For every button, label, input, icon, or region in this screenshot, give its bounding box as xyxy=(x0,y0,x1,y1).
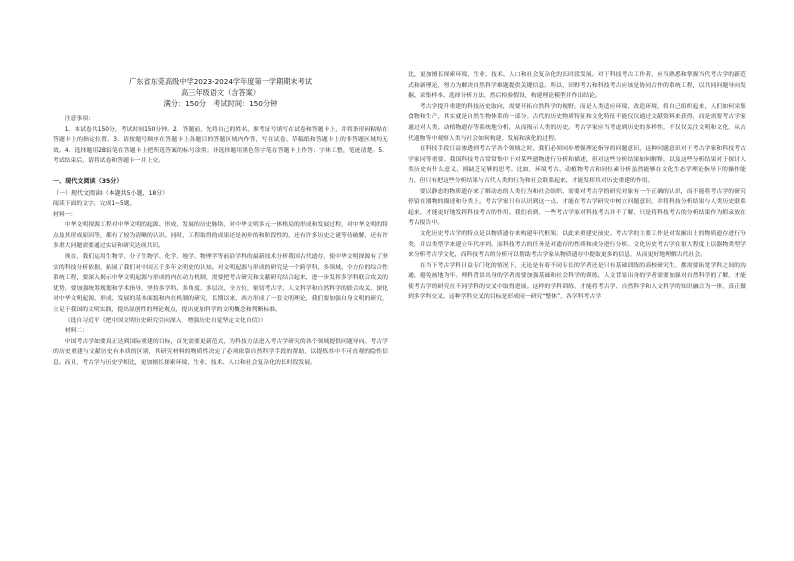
instruction: 阅读下面的文字，完成1~5题。 xyxy=(53,200,136,207)
right-paragraph-6: 在当下考古学科日益专门化的情况下，无论是有着不同专长的学者还是只有基础训练的高校研究生，都需要拓宽学科之间的沟通，避免画地为牢。理科背景出身的学者需要加强基础和社会科学的训练，人文背景出身的学者需要加强对自然科学的了解，才能使考古学的研究在不同学科的交叉中取得进展。这样的学科训练，才能将考古学、自然科学和人文科学的知识融合为一体，真正做到多学科交叉。这种学科交叉的目标是形成同一研究“整体”，各学科考古学 xyxy=(408,262,746,301)
notes-block xyxy=(53,114,388,167)
exam-title: 广东省东莞高级中学2023-2024学年度第一学期期末考试 xyxy=(129,77,312,86)
material2-label: 材料二： xyxy=(64,328,89,335)
subsection-heading: （一）现代文阅读Ⅰ（本题共5小题，18分） xyxy=(53,189,169,197)
exam-header xyxy=(53,76,388,109)
section-heading: 一、现代文阅读（35分） xyxy=(53,177,123,185)
material1-paragraph: 中华文明探源工程对中华文明的起源、形成、发展的历史脉络，对中华文明多元一体格局的形成和发展过程，对中华文明的特点及其形成原因等，都有了较为清晰的认识。同时，工程取得的成果还是初步的和阶段性的，还有许多历史之谜等待破解，还有许多重大问题需要通过实证和研究达成共识。 xyxy=(53,222,388,250)
right-paragraph-3: 在科技手段日益渗透到考古学各个领域之时，我们必须同步增强理论指导的问题意识，这种问题意识对于考古学家和科技考古学家同等重要。我国科技考古常常集中于对某些遗物进行分析和描述，但对这些分析结果如何解释，以及这些分析结果对于探讨人类历史有什么意义，则缺乏足够的思考。比如，环境考古、动植物考古和同位素分析虽然能够在文化生态学理论指导下的操作能力，但只有把这些分析结果与古代人类的行为和社会联系起来，才能发挥其对历史重建的作用。 xyxy=(408,146,746,184)
exam-meta: 满分：150分 考试时间：150分钟 xyxy=(163,99,278,108)
citation: （选自习近平《把中国文明历史研究引向深入 增强历史自觉坚定文化自信》） xyxy=(64,317,267,324)
exam-subtitle: 高三年级语文（含答案） xyxy=(180,88,261,97)
spacer xyxy=(53,167,388,176)
material2-paragraph: 中国考古学如要真正达到国际重建的目标，首先需要更新范式，为科技方法进入考古学研究的各个领域提供问题导向。考古学的历史重建与文献历史有本质的区别，其研究材料的物质性决定了必须依靠自然科学手段的帮助，以提炼其中不可直观的隐性信息。而且，考古学与历史学相比，更加擅长探索环境、生业、技术、人口和社会复杂化的长时段发展。 xyxy=(53,338,388,366)
notes-text: 1．本试卷共150分，考试时间150分钟。2．答题前，先将自己的姓名、准考证号填写在试卷和答题卡上，并将条形码粘贴在答题卡上的指定位置。3．请按题号顺序在答题卡上各题目的答题区域内作答，写在试卷、草稿纸和答题卡上的非答题区域均无效。4．选择题用2B铅笔在答题卡上把所选答案的标号涂黑；非选择题用黑色签字笔在答题卡上作答；字体工整，笔迹清楚。5．考试结束后，请将试卷和答题卡一并上交。 xyxy=(53,126,388,165)
notes-label: 注意事项： xyxy=(64,116,94,122)
right-paragraph-2: 考古学提升重建的科技历史取向，需要开拓自然科学的视野，而是人类适应环境、改造环境，将自己组织起来，人们如何采集食物和生产，其实就是自然生物体系的一部分。古代的历史物质特征和文化特征不能仅仅通过文献资料来获得，而是需要考古学家通过对人类、动植物遗存等系统地分析，从而揭示人类的历史。考古学家应当考虑到历史的多样性，不仅仅关注文明和文化，从古代遗物等中观察人类与社会如何构建、发展和演化的过程。 xyxy=(408,103,746,142)
material1-label: 材料一： xyxy=(53,211,77,218)
left-column xyxy=(53,110,388,368)
right-paragraph-5: 文化历史考古学的特点是以物质遗存来构建年代框架，以此来重建史前史。考古学的主要工作是对发掘出土的物质遗存进行分类，并以类型学来建立年代序列。而科技考古的任务是对遗存的性质和成分进行分析。文化历史考古学在很大程度上以器物类型学来分析考古学文化，而科技考古的分析可以帮助考古学家从物质遗存中提取更多的信息，从而更好地理解古代社会。 xyxy=(408,230,746,259)
right-paragraph-1: 比，更加擅长探索环境、生业、技术、人口和社会复杂化的长时段发展。对于科技考古工作者，应当熟悉和掌握当代考古学的新范式和新理论，努力为解决自然科学难题提供关键信息。所以，田野考古和科技考古应该是协同合作的系统工程，以共同问题导向发掘、采集样本、选择分析方法，然后检验假设，构建理论模型并作出结论。 xyxy=(408,72,746,100)
right-paragraph-4: 要以静态的物质遗存来了解动态的人类行为和社会组织，需要对考古学的研究对象有一个正确的认识，而不能将考古学的研究停留在器物的描述和分类上。考古学家只有认识到这一点，才能在考古学研究中树立问题意识，并将科技分析结果与人类历史联系起来，才能更好地发挥科技考古的作用。我们看到，一些考古学家对科技考古并不了解，只是将科技考古的分析结果作为附录放在考古报告中。 xyxy=(408,188,746,227)
right-column xyxy=(408,70,746,303)
material1-paragraph-2: 现在，我们运用生物学、分子生物学、化学、地学、物理学等前沿学科的最新技术分析我国古代遗存，使中华文明探源有了坚实的科技分析依据，拓展了我们对中国五千多年文明史的认知。对文明起源与形成的研究是一个跨学科、多领域、全方位的综合性系统工程，要深入揭示中华文明起源与形成的内在动力机制，需要把考古研究和文献研究结合起来，进一步发挥多学科联合攻关的优势。要加强统筹规划和学术指导，坚持多学科、多角度、多层次、全方位，密切考古学、人文科学和自然科学的联合攻关，深化对中华文明起源、形成、发展的基本面貌和内在机制的研究，长期以来，西方形成了一套文明理论，我们要加强自身文明的研究，立足于我国的文明实践，提出原创性的理论观点，提出更加科学的文明概念和判断标准。 xyxy=(53,253,388,313)
